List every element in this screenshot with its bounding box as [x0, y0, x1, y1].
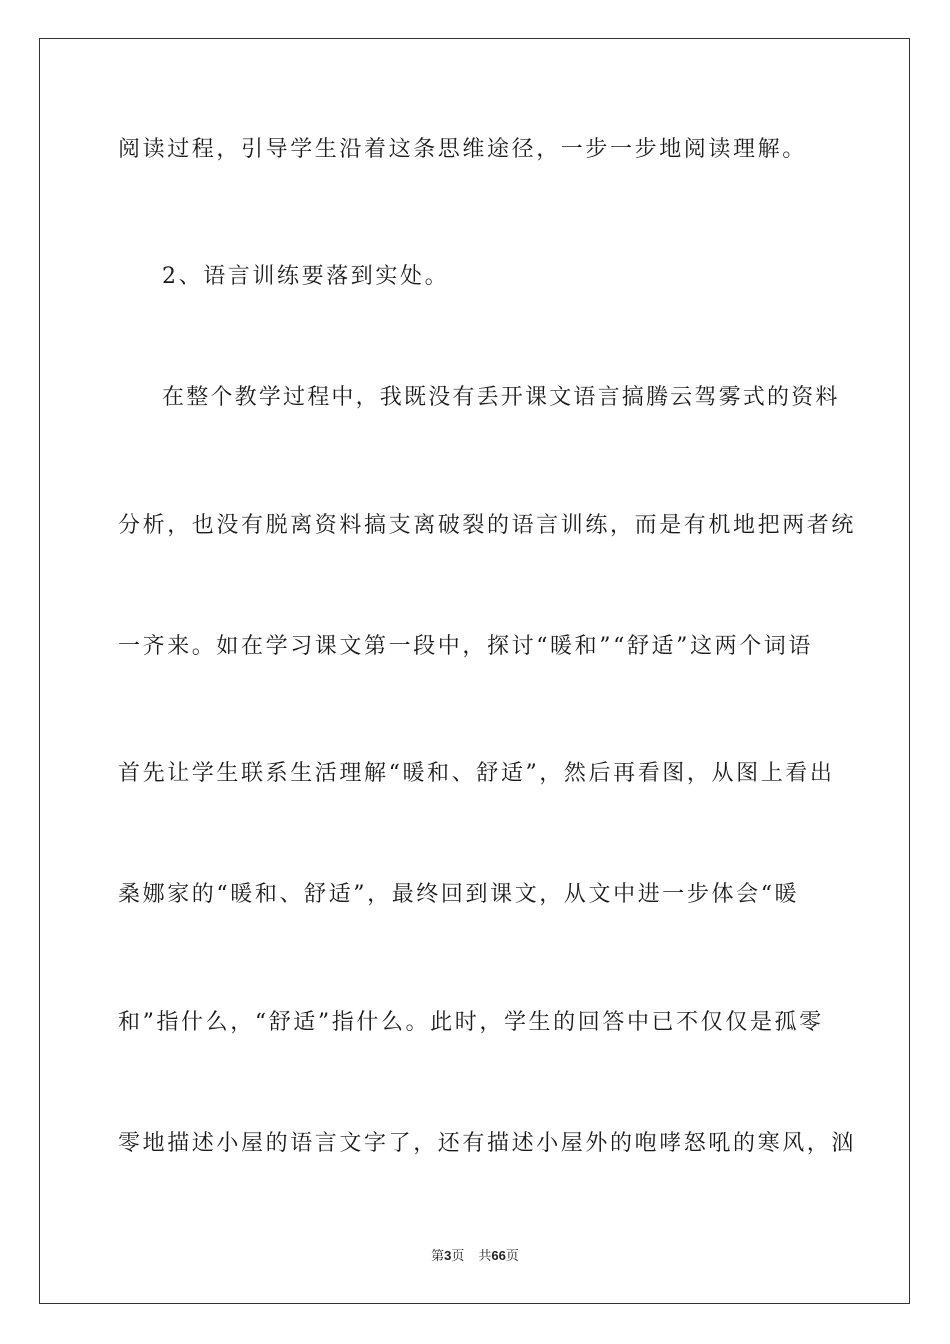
text-line-8: 和”指什么，“舒适”指什么。此时，学生的回答中已不仅仅是孤零 — [118, 1010, 824, 1035]
current-page-number: 3 — [444, 1248, 452, 1263]
text-line-7: 桑娜家的“暖和、舒适”，最终回到课文，从文中进一步体会“暖 — [118, 882, 800, 907]
heading-language-training: 2、语言训练要落到实处。 — [162, 264, 450, 289]
page-label-prefix: 第 — [431, 1249, 445, 1264]
text-line-6: 首先让学生联系生活理解“暖和、舒适”，然后再看图，从图上看出 — [118, 761, 835, 786]
total-label-suffix: 页 — [505, 1249, 519, 1264]
text-line-9: 零地描述小屋的语言文字了，还有描述小屋外的咆哮怒吼的寒风，汹 — [118, 1131, 857, 1156]
text-line-3: 在整个教学过程中，我既没有丢开课文语言搞腾云驾雾式的资料 — [162, 385, 840, 410]
page-label-suffix: 页 — [451, 1249, 465, 1264]
total-label-prefix: 共 — [478, 1249, 492, 1264]
text-line-4: 分析，也没有脱离资料搞支离破裂的语言训练，而是有机地把两者统 — [118, 513, 857, 538]
page-footer — [0, 1248, 950, 1265]
total-page-count: 66 — [491, 1248, 506, 1263]
text-line-1: 阅读过程，引导学生沿着这条思维途径，一步一步地阅读理解。 — [118, 137, 807, 162]
page-border — [39, 38, 910, 1304]
text-line-5: 一齐来。如在学习课文第一段中，探讨“暖和”“舒适”这两个词语 — [118, 634, 813, 659]
